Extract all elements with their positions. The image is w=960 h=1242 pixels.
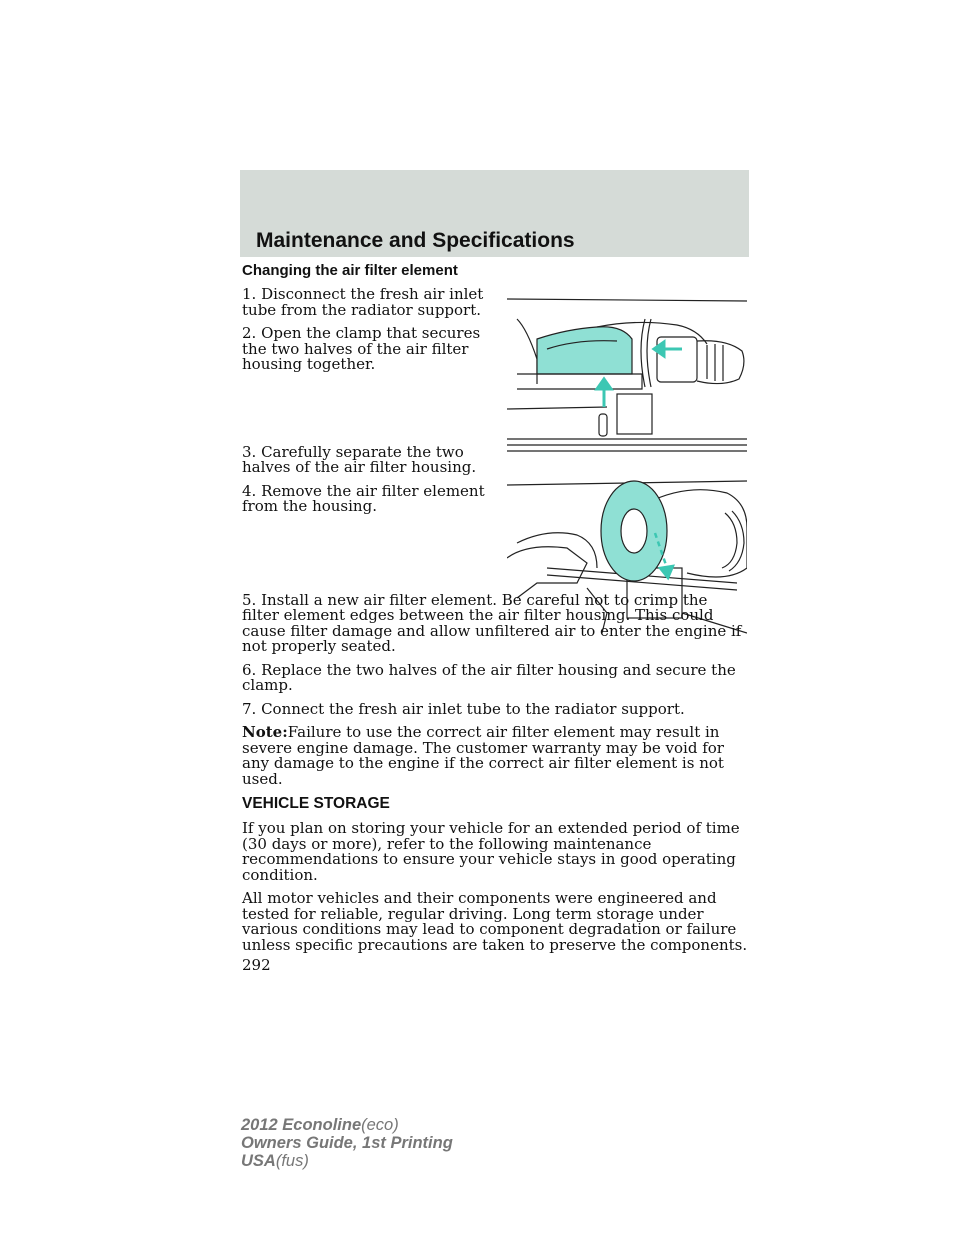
note xyxy=(242,725,748,787)
note-text: Failure to use the correct air filter element may result in severe engine damage. The customer warranty may be void for any damage to the engine if the correct air filter element is not used. xyxy=(242,723,724,788)
page-content xyxy=(242,262,748,974)
storage-para-1: If you plan on storing your vehicle for an extended period of time (30 days or more), refer to the following maintenance recommendations to ensure your vehicle stays in good operating condition. xyxy=(242,819,740,884)
step-6: 6. Replace the two halves of the air filter housing and secure the clamp. xyxy=(242,660,736,694)
section-header xyxy=(240,170,749,257)
step-2: 2. Open the clamp that secures the two halves of the air filter housing together. xyxy=(242,324,481,373)
step-7: 7. Connect the fresh air inlet tube to the radiator support. xyxy=(242,699,685,718)
footer-printing: Owners Guide, 1st Printing xyxy=(241,1134,453,1152)
note-label: Note: xyxy=(242,723,288,741)
storage-para-2: All motor vehicles and their components were engineered and tested for reliable, regular driving. Long term storage under various conditions may lead to component degradation or failure unless specific precautions are taken to preserve the components. xyxy=(242,889,748,954)
section-header-title: Maintenance and Specifications xyxy=(256,229,575,252)
footer-model: 2012 Econoline xyxy=(241,1116,362,1134)
air-filter-heading: Changing the air filter element xyxy=(242,262,458,279)
step-4: 4. Remove the air filter element from the housing. xyxy=(242,481,485,515)
step-5: 5. Install a new air filter element. Be careful not to crimp the filter element edges between the air filter housing. This could cause filter damage and allow unfiltered air to enter the engine if not properly seated. xyxy=(242,590,742,655)
footer-market: USA xyxy=(241,1152,276,1170)
vehicle-storage-heading: VEHICLE STORAGE xyxy=(242,795,390,812)
step-3: 3. Carefully separate the two halves of the air filter housing. xyxy=(242,442,477,476)
page-number: 292 xyxy=(242,956,271,974)
footer-market-code: (fus) xyxy=(275,1152,309,1170)
footer xyxy=(241,1116,453,1170)
footer-model-code: (eco) xyxy=(361,1116,399,1134)
step-1: 1. Disconnect the fresh air inlet tube from the radiator support. xyxy=(242,285,484,319)
